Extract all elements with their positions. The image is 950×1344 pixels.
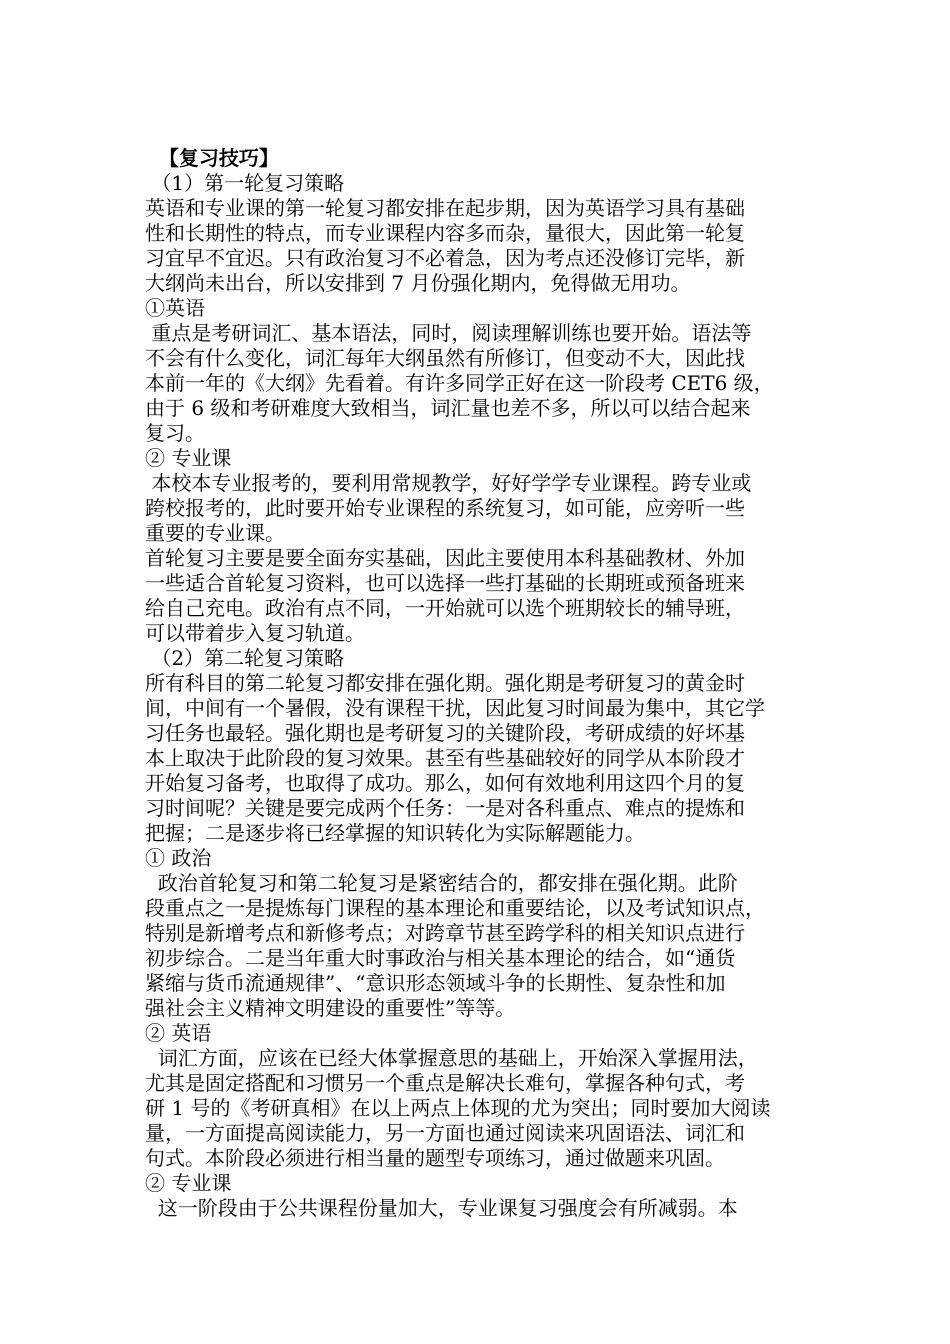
paragraph-line: 习宜早不宜迟。只有政治复习不必着急，因为考点还没修订完毕，新: [145, 246, 745, 270]
paragraph-line: 句式。本阶段必须进行相当量的题型专项练习，通过做题来巩固。: [145, 1146, 725, 1170]
paragraph-line: 初步综合。二是当年重大时事政治与相关基本理论的结合，如“通货: [145, 946, 736, 970]
paragraph-line: 政治首轮复习和第二轮复习是紧密结合的，都安排在强化期。此阶: [145, 871, 738, 895]
section-heading-review-tips: 【复习技巧】: [145, 146, 279, 170]
paragraph-line: 性和长期性的特点，而专业课程内容多而杂，量很大，因此第一轮复: [145, 221, 745, 245]
item-heading-major-course-2: ② 专业课: [145, 1171, 232, 1195]
paragraph-line: 一些适合首轮复习资料，也可以选择一些打基础的长期班或预备班来: [145, 571, 745, 595]
paragraph-line: 不会有什么变化，词汇每年大纲虽然有所修订，但变动不大，因此找: [145, 346, 745, 370]
paragraph-line: 本上取决于此阶段的复习效果。甚至有些基础较好的同学从本阶段才: [145, 746, 745, 770]
paragraph-line: 词汇方面，应该在已经大体掌握意思的基础上，开始深入掌握用法，: [145, 1046, 758, 1070]
paragraph-line: 首轮复习主要是要全面夯实基础，因此主要使用本科基础教材、外加: [145, 546, 745, 570]
paragraph-line: 特别是新增考点和新修考点；对跨章节甚至跨学科的相关知识点进行: [145, 921, 745, 945]
paragraph-line: 跨校报考的，此时要开始专业课程的系统复习，如可能，应旁听一些: [145, 496, 745, 520]
paragraph-line: 本前一年的《大纲》先看着。有许多同学正好在这一阶段考 CET6 级，: [145, 371, 774, 395]
paragraph-line: 所有科目的第二轮复习都安排在强化期。强化期是考研复习的黄金时: [145, 671, 745, 695]
paragraph-line: 本校本专业报考的，要利用常规教学，好好学学专业课程。跨专业或: [145, 471, 752, 495]
paragraph-line: 研 1 号的《考研真相》在以上两点上体现的尤为突出；同时要加大阅读: [145, 1096, 771, 1120]
subheading-first-round: （1）第一轮复习策略: [145, 171, 345, 195]
document-body: [145, 146, 815, 1221]
paragraph-line: 给自己充电。政治有点不同，一开始就可以选个班期较长的辅导班，: [145, 596, 745, 620]
item-heading-politics: ① 政治: [145, 846, 212, 870]
paragraph-line: 由于 6 级和考研难度大致相当，词汇量也差不多，所以可以结合起来: [145, 396, 751, 420]
paragraph-line: 习时间呢？关键是要完成两个任务：一是对各科重点、难点的提炼和: [145, 796, 745, 820]
item-heading-major-course: ② 专业课: [145, 446, 232, 470]
paragraph-line: 尤其是固定搭配和习惯另一个重点是解决长难句，掌握各种句式，考: [145, 1071, 745, 1095]
paragraph-line: 段重点之一是提炼每门课程的基本理论和重要结论，以及考试知识点，: [145, 896, 765, 920]
item-heading-english-2: ② 英语: [145, 1021, 212, 1045]
item-heading-english: ①英语: [145, 296, 205, 320]
paragraph-line: 把握；二是逐步将已经掌握的知识转化为实际解题能力。: [145, 821, 645, 845]
paragraph-line: 重点是考研词汇、基本语法，同时，阅读理解训练也要开始。语法等: [145, 321, 752, 345]
paragraph-line: 复习。: [145, 421, 205, 445]
subheading-second-round: （2）第二轮复习策略: [145, 646, 345, 670]
paragraph-line: 大纲尚未出台，所以安排到 7 月份强化期内，免得做无用功。: [145, 271, 691, 295]
paragraph-line: 强社会主义精神文明建设的重要性”等等。: [145, 996, 516, 1020]
paragraph-line: 习任务也最轻。强化期也是考研复习的关键阶段，考研成绩的好坏基: [145, 721, 745, 745]
paragraph-line: 紧缩与货币流通规律”、“意识形态领域斗争的长期性、复杂性和加: [145, 971, 726, 995]
paragraph-line: 间，中间有一个暑假，没有课程干扰，因此复习时间最为集中，其它学: [145, 696, 765, 720]
paragraph-line: 可以带着步入复习轨道。: [145, 621, 365, 645]
paragraph-line: 英语和专业课的第一轮复习都安排在起步期，因为英语学习具有基础: [145, 196, 745, 220]
paragraph-line: 量，一方面提高阅读能力，另一方面也通过阅读来巩固语法、词汇和: [145, 1121, 745, 1145]
paragraph-line: 这一阶段由于公共课程份量加大，专业课复习强度会有所减弱。本: [145, 1196, 738, 1220]
paragraph-line: 开始复习备考，也取得了成功。那么，如何有效地利用这四个月的复: [145, 771, 745, 795]
paragraph-line: 重要的专业课。: [145, 521, 285, 545]
